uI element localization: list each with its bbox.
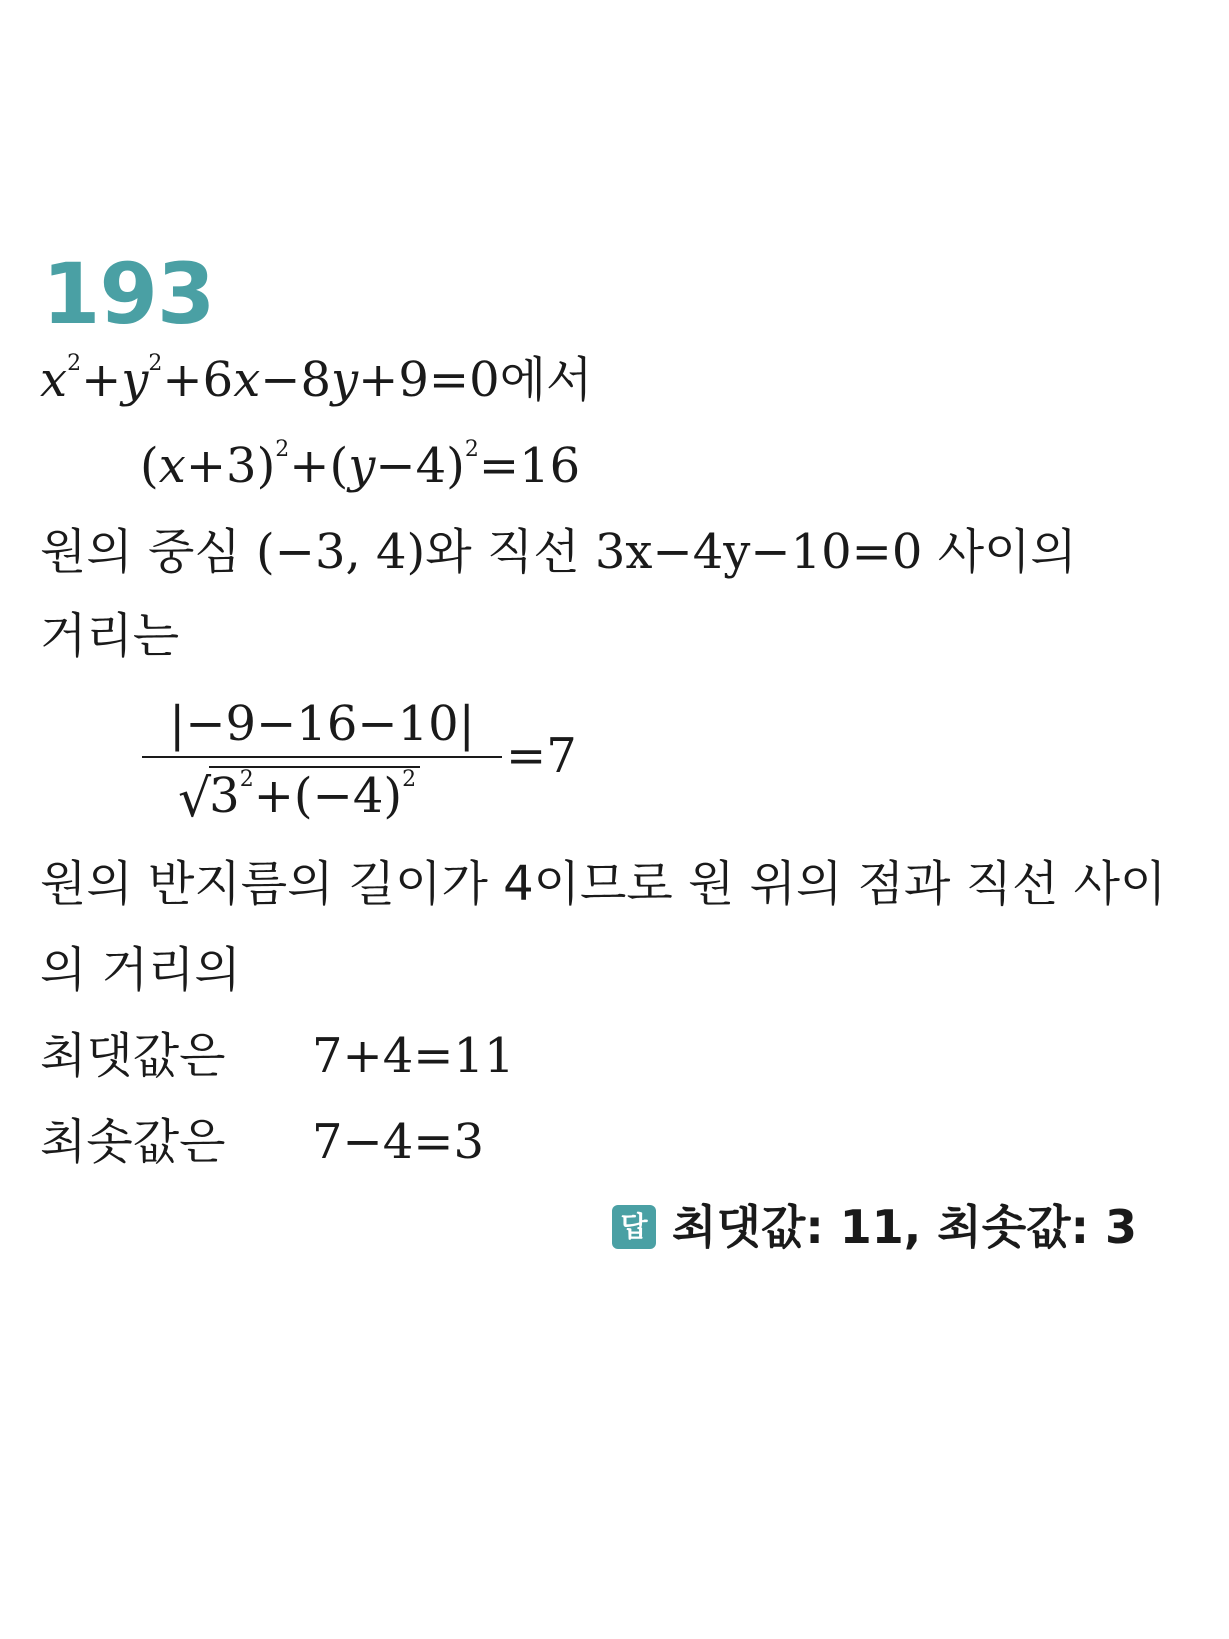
fraction-denominator: [142, 758, 502, 829]
answer-line: [612, 1200, 1137, 1254]
center-coords: (−3, 4): [256, 524, 426, 580]
max-line: [40, 1028, 515, 1084]
min-expression: 7−4=3: [312, 1114, 485, 1170]
equation-general-form: $x^2+y^2+6x-8y+9=0$에서: [40, 351, 593, 408]
between-label: 사이의: [922, 524, 1077, 580]
line-label: 와 직선: [425, 524, 595, 580]
center-label: 원의 중심: [40, 524, 256, 580]
fraction-result: =7: [506, 728, 577, 784]
max-label: 최댓값은: [40, 1028, 226, 1084]
sqrt-icon: √: [178, 769, 212, 829]
line-equation: 3x−4y−10=0: [594, 524, 923, 580]
distance-label: 거리는: [40, 608, 180, 664]
equation-suffix: 에서: [499, 352, 593, 408]
distance-fraction: [142, 696, 502, 829]
equation-standard-form: $(x+3)^2+(y-4)^2=16$: [140, 437, 581, 494]
radius-text-line-1: 원의 반지름의 길이가 4이므로 원 위의 점과 직선 사이: [40, 856, 1167, 912]
radius-text-line-2: 의 거리의: [40, 942, 241, 998]
min-label: 최솟값은: [40, 1114, 226, 1170]
fraction-numerator: |−9−16−10|: [142, 700, 502, 758]
max-expression: 7+4=11: [312, 1028, 515, 1084]
answer-text: 최댓값: 11, 최솟값: 3: [672, 1200, 1137, 1254]
answer-badge: 답: [612, 1205, 656, 1249]
problem-number: 193: [42, 245, 215, 343]
center-line-text: [40, 524, 1077, 580]
min-line: [40, 1114, 485, 1170]
radicand: $3^2+(-4)^2$: [209, 766, 420, 820]
